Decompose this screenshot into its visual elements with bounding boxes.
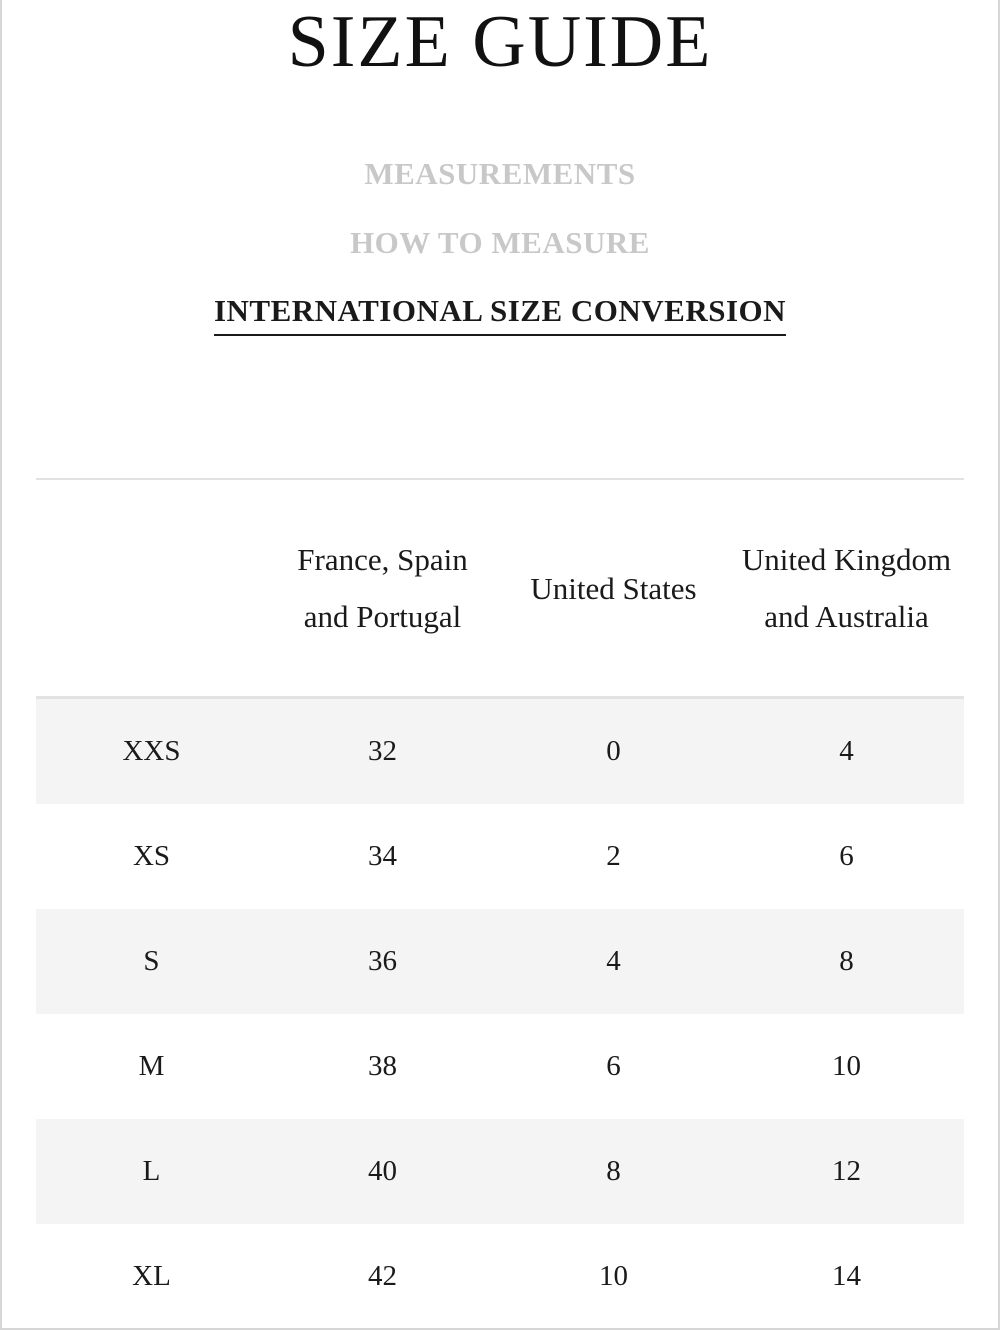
france-spain-portugal-value: 42 <box>368 1260 397 1292</box>
united-states-value: 8 <box>498 1119 729 1224</box>
table-row <box>36 909 964 1014</box>
uk-australia-value: 6 <box>839 840 854 872</box>
size-label: XS <box>132 840 171 872</box>
united-states-value: 6 <box>606 1050 621 1082</box>
size-label: XL <box>132 1260 171 1292</box>
uk-australia-value: 10 <box>832 1050 861 1082</box>
uk-australia-value: 12 <box>729 1119 964 1224</box>
france-spain-portugal-value: 38 <box>368 1050 397 1082</box>
table-row <box>36 1119 964 1224</box>
united-states-value: 0 <box>498 698 729 805</box>
uk-australia-value: 4 <box>729 698 964 805</box>
size-conversion-table <box>36 478 964 1329</box>
united-states-value: 2 <box>606 840 621 872</box>
tab-measurements[interactable]: MEASUREMENTS <box>364 156 636 191</box>
tab-international-size-conversion[interactable]: INTERNATIONAL SIZE CONVERSION <box>214 288 786 336</box>
tab-how-to-measure[interactable]: HOW TO MEASURE <box>350 225 650 260</box>
france-spain-portugal-value: 40 <box>267 1119 498 1224</box>
table-header <box>36 479 964 698</box>
france-spain-portugal-value: 34 <box>368 840 397 872</box>
france-spain-portugal-value: 32 <box>267 698 498 805</box>
table-row <box>36 1014 964 1119</box>
table-row <box>36 698 964 805</box>
header-size <box>36 479 267 698</box>
united-states-value: 10 <box>599 1260 628 1292</box>
size-label: L <box>36 1119 267 1224</box>
table-body <box>36 698 964 1330</box>
uk-australia-value: 8 <box>729 909 964 1014</box>
united-states-value: 4 <box>498 909 729 1014</box>
header-united-states: United States <box>530 570 697 606</box>
uk-australia-value: 14 <box>832 1260 861 1292</box>
size-label: M <box>138 1050 165 1082</box>
header-uk-australia: United Kingdom and Australia <box>741 542 952 634</box>
size-label: S <box>36 909 267 1014</box>
size-guide-tabs <box>0 150 1000 357</box>
page-title: SIZE GUIDE <box>287 1 713 83</box>
header-france-spain-portugal: France, Spain and Portugal <box>297 542 468 634</box>
france-spain-portugal-value: 36 <box>267 909 498 1014</box>
size-conversion-table-container <box>36 478 964 1329</box>
size-label: XXS <box>36 698 267 805</box>
table-row <box>36 1224 964 1329</box>
table-row <box>36 804 964 909</box>
